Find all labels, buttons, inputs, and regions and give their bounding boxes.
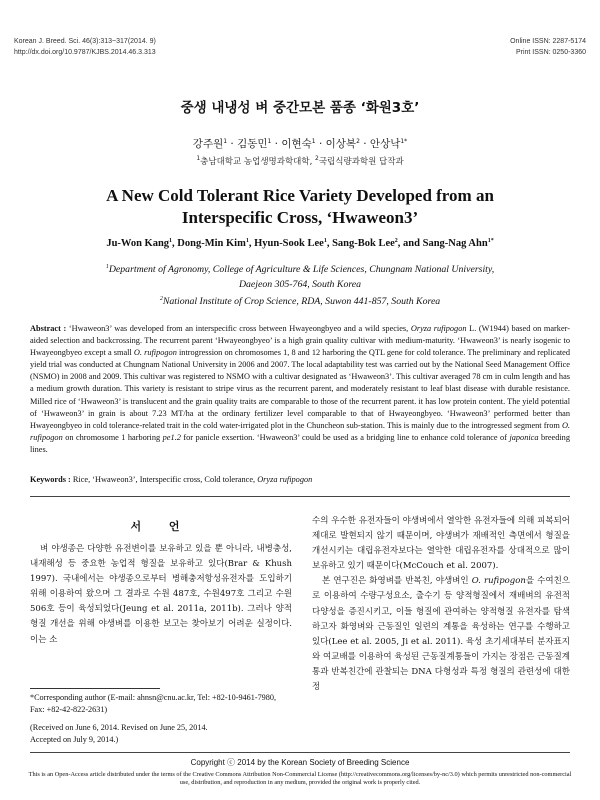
body-left-column: 벼 야생종은 다양한 유전변이를 보유하고 있을 뿐 아니라, 내병충성, 내재해성 등 중요한 농업적 형질을 보유하고 있다(Brar & Khush 1997). 국내에서는 야생종으로부터 병해충저항성유전자를 도입하기 위해 이용하여 왔으며 그 결과로 수원 487호, 수원497호 그리고 수원 506호 등이 육성되었다(Jeung et al. 2011a, 2011b). 그러나 양적형질 개선을 위해 야생벼를 이용한 보고는 찾아보기 어려운 실정이다. 이는 소 xyxy=(30,544,292,645)
footnote-divider xyxy=(30,688,160,689)
footer-divider xyxy=(30,752,570,753)
accepted-date: Accepted on July 9, 2014.) xyxy=(30,735,119,744)
keywords-label: Keywords : xyxy=(30,475,71,484)
korean-affiliations: $^1$충남대학교 농업생명과학대학, $^2$국립식량과학원 답작과 xyxy=(196,155,404,167)
english-author: Sang-Nag Ahn$^{1*}$ xyxy=(422,238,494,249)
english-author: Hyun-Sook Lee$^1$ xyxy=(254,238,327,249)
english-author: Ju-Won Kang$^1$ xyxy=(106,238,173,249)
keywords: Keywords : Rice, ‘Hwaweon3’, Interspecific cross, Cold tolerance, Oryza rufipogon xyxy=(30,475,313,484)
copyright: Copyright ⓒ 2014 by the Korean Society of Breeding Science xyxy=(190,758,410,767)
corresponding-author: *Corresponding author (E-mail: ahnsn@cnu.ac.kr, Tel: +82-10-9461-7980, Fax: +82-42-822-2631) xyxy=(30,693,276,714)
english-affiliations: $^1$Department of Agronomy, College of Agriculture & Life Sciences, Chungnam National University, Daejeon 305-764, South Korea $^2$National Institute of Crop Science, RDA, Suwon 441-857, South Korea xyxy=(105,264,495,307)
english-author: Sang-Bok Lee$^2$ xyxy=(332,238,398,249)
abstract: Abstract : ‘Hwaweon3’ was developed from an interspecific cross between Hwayeongbyeo and a wild species, Oryza rufipogon L. (W1944) based on marker-aided selection and backcrossing. The recurrent parent ‘Hwayeongbyeo’ is a high grain quality cultivar with medium-maturity. ‘Hwaweon3’ is nearly isogenic to Hwayeongbyeo except a small O. rufipogon introgression on chromosomes 1, 8 and 12 harboring the QTL gene for cold tolerance. The preliminary and replicated yield trial was conducted at Chungnam National University in 2006 and 2007. The local adaptability test was carried out by the National Seed Management Office (NSMO) in 2008 and 2009. This cultivar was registered to NSMO with a cultivar designated as ‘Hwaweon3’. This cultivar averaged 78 cm in culm length and has a medium growth duration. This variety is resistant to stripe virus as the recurrent parent, and moderately resistant to leaf blast disease with durable resistance. Milled rice of ‘Hwaweon3’ is translucent and the grain quality traits are comparable to those of the recurrent parent. it has low protein content. The yield potential of ‘Hwaweon3’ in grain is about 7.23 MT/ha at the ordinary fertilizer level comparable to that of Hwayeongbyeo. ‘Hwaweon3’ performed better than Hwayeongbyeo in cold tolerance-related trait in the cold water-irrigated plot in the Chuncheon sub-station. This is mainly due to the introgressed segment from O. rufipogon on chromosome 1 harboring pe1.2 for panicle exsertion. ‘Hwaweon3’ could be used as a bridging line to enhance cold tolerance of japonica breeding lines. xyxy=(30,324,571,454)
english-title: A New Cold Tolerant Rice Variety Developed from an Interspecific Cross, ‘Hwaweon3’ xyxy=(106,186,494,227)
abstract-label: Abstract : xyxy=(30,324,67,333)
doi-link[interactable]: http://dx.doi.org/10.9787/KJBS.2014.46.3.313 xyxy=(14,49,156,56)
online-issn: Online ISSN: 2287-5174 xyxy=(510,38,586,45)
english-authors: Ju-Won Kang$^1$, Dong-Min Kim$^1$, Hyun-Sook Lee$^1$, Sang-Bok Lee$^2$, and Sang-Nag Ahn$^{1*}$ xyxy=(106,238,494,249)
body-right-column xyxy=(312,514,570,695)
journal-header xyxy=(14,36,156,58)
section-heading: 서 언 xyxy=(130,520,192,533)
correspondence xyxy=(30,692,292,746)
korean-authors: 강주원$^1$ · 김동민$^1$ · 이현숙$^1$ · 이상복$^2$ · 안상낙$^{1*}$ xyxy=(192,138,408,150)
divider xyxy=(30,496,570,497)
korean-author: 안상낙$^{1*}$ xyxy=(369,138,408,150)
korean-author: 이상복$^2$ xyxy=(325,138,360,150)
issn-block xyxy=(510,36,586,58)
paragraph: 본 연구진은 화영벼를 반복친, 야생벼인 O. rufipogon을 수여친으로 이용하여 수량구성요소, 출수기 등 양적형질에서 재배벼의 유전적 다양성을 증진시키고, 이들 형질에 관여하는 양적형질 유전자를 탐색하고자 화영벼와 근동질인 일련의 계통을 육성하는 연구를 수행하고 있다(Lee et al. 2005, Ji et al. 2011). 육성 초기세대부터 분자표지와 여교배를 이용하여 육성된 근동질계통들이 가지는 장점은 근동질계통과 반복친간에 관찰되는 DNA 다형성과 특정 형질의 관련성에 대한 정 xyxy=(312,576,570,693)
korean-title: 중생 내냉성 벼 중간모본 품종 ‘화원3호’ xyxy=(180,100,420,116)
journal-citation: Korean J. Breed. Sci. 46(3):313~317(2014. 9) xyxy=(14,38,156,45)
print-issn: Print ISSN: 0250-3360 xyxy=(515,49,586,56)
received-date: (Received on June 6, 2014. Revised on June 25, 2014. xyxy=(30,723,208,732)
korean-author: 김동민$^1$ xyxy=(237,138,272,150)
english-author: Dong-Min Kim$^1$ xyxy=(177,238,249,249)
korean-author: 이현숙$^1$ xyxy=(281,138,316,150)
license-text: This is an Open-Access article distributed under the terms of the Creative Commons Attribution Non-Commercial License (http://creativecommons.org/licenses/by-nc/3.0) which permits unrestricted non-commercial use, distribution, and reproduction in any medium, provided the original work is properly cited. xyxy=(28,771,572,786)
paragraph: 수의 우수한 유전자들이 야생벼에서 열악한 유전자들에 의해 피복되어 제대로 발현되지 않기 때문이며, 야생벼가 재배적인 측면에서 형질을 개선시키는 대립유전자보다는 열악한 대립유전자를 상대적으로 많이 보유하고 있기 때문이다(McCouch et al. 2007). xyxy=(312,516,570,572)
korean-author: 강주원$^1$ xyxy=(192,138,228,150)
